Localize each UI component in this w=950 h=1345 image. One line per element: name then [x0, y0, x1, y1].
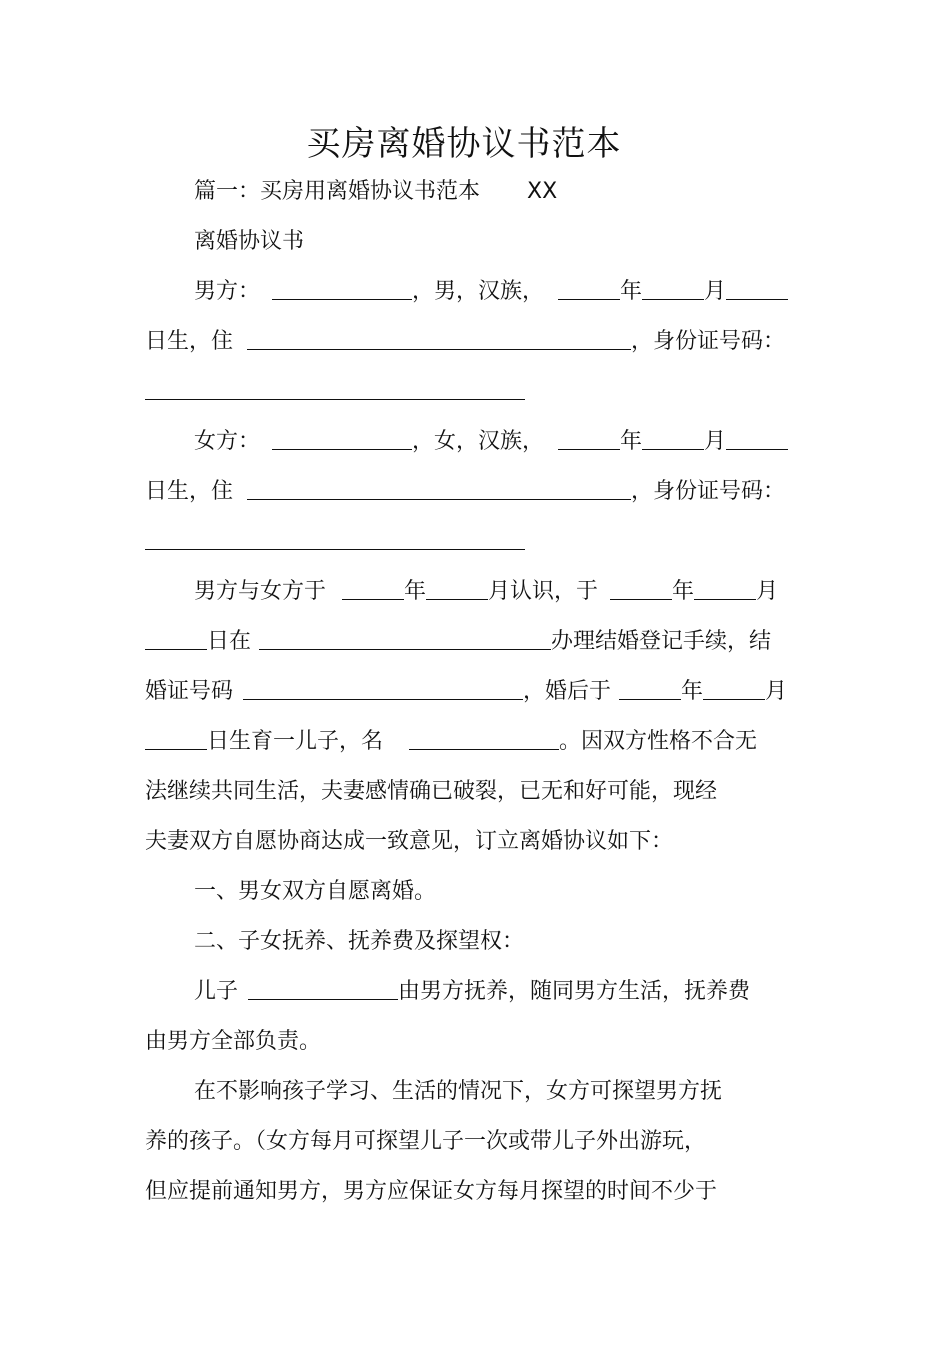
female-sex-ethnicity: ，女，汉族，: [412, 429, 545, 454]
document-title: 买房离婚协议书范本: [306, 124, 622, 164]
male-day-blank: [726, 277, 788, 300]
child-month-blank: [703, 677, 765, 700]
female-day-blank: [726, 427, 788, 450]
male-year-label: 年: [620, 279, 643, 304]
male-line-1: [194, 276, 788, 308]
female-line-2: [145, 476, 785, 508]
meet-month-blank: [426, 577, 488, 600]
male-sex-ethnicity: ，男，汉族，: [412, 279, 545, 304]
register-place-blank: [259, 627, 551, 650]
visit-line-3: 但应提前通知男方，男方应保证女方每月探望的时间不少于: [145, 1179, 718, 1204]
marriage-line-3: [145, 676, 787, 708]
female-id-blank: [145, 527, 525, 550]
custody-text-a: 儿子: [194, 979, 239, 1004]
male-label: 男方：: [194, 279, 261, 304]
female-year-blank: [558, 427, 620, 450]
register-year-blank: [610, 577, 672, 600]
meet-year-blank: [342, 577, 404, 600]
register-month-label: 月: [756, 579, 779, 604]
female-line-1: [194, 426, 788, 458]
son-name-blank: [248, 977, 398, 1000]
female-address-blank: [247, 477, 631, 500]
clause-2: 二、子女抚养、抚养费及探望权：: [194, 929, 525, 954]
male-id-label: ，身份证号码：: [631, 329, 786, 354]
meet-year-label: 年: [404, 579, 427, 604]
custody-line-2: 由男方全部负责。: [145, 1029, 322, 1054]
clause-1: 一、男女双方自愿离婚。: [194, 879, 437, 904]
male-month-label: 月: [704, 279, 727, 304]
male-line-2: [145, 326, 785, 358]
marriage-line-1: [194, 576, 778, 608]
male-year-blank: [558, 277, 620, 300]
child-month-label: 月: [765, 679, 788, 704]
marriage-text-1a: 男方与女方于: [194, 579, 327, 604]
marriage-text-3b: ，婚后于: [523, 679, 612, 704]
male-born-live: 日生，住: [145, 329, 234, 354]
marriage-line-5: 法继续共同生活，夫妻感情确已破裂，已无和好可能，现经: [145, 779, 718, 804]
female-line-3: [145, 526, 525, 558]
marriage-text-1b: 月认识，于: [488, 579, 599, 604]
female-id-label: ，身份证号码：: [631, 479, 786, 504]
female-label: 女方：: [194, 429, 261, 454]
visit-line-1: 在不影响孩子学习、生活的情况下，女方可探望男方抚: [194, 1079, 723, 1104]
custody-line-1: [194, 976, 750, 1008]
male-id-blank: [145, 377, 525, 400]
register-year-label: 年: [672, 579, 695, 604]
marriage-text-4b: 。因双方性格不合无: [559, 729, 758, 754]
child-year-blank: [619, 677, 681, 700]
certificate-number-blank: [243, 677, 523, 700]
subtitle-line: [194, 176, 557, 208]
child-day-blank: [145, 727, 207, 750]
female-born-live: 日生，住: [145, 479, 234, 504]
marriage-text-2b: 办理结婚登记手续，结: [551, 629, 772, 654]
female-year-label: 年: [620, 429, 643, 454]
child-year-label: 年: [681, 679, 704, 704]
male-name-blank: [272, 277, 412, 300]
female-name-blank: [272, 427, 412, 450]
register-day-blank: [145, 627, 207, 650]
subtitle: 篇一：买房用离婚协议书范本: [194, 179, 481, 204]
marriage-line-4: [145, 726, 757, 758]
agreement-heading: 离婚协议书: [194, 229, 305, 254]
custody-text-b: 由男方抚养，随同男方生活，抚养费: [398, 979, 751, 1004]
year-mark: XX: [527, 179, 558, 204]
marriage-text-2a: 日在: [207, 629, 252, 654]
male-address-blank: [247, 327, 631, 350]
marriage-line-2: [145, 626, 771, 658]
female-month-blank: [642, 427, 704, 450]
register-month-blank: [694, 577, 756, 600]
marriage-text-3a: 婚证号码: [145, 679, 234, 704]
child-name-blank: [409, 727, 559, 750]
marriage-line-6: 夫妻双方自愿协商达成一致意见，订立离婚协议如下：: [145, 829, 674, 854]
visit-line-2: 养的孩子。（女方每月可探望儿子一次或带儿子外出游玩，: [145, 1129, 707, 1154]
male-line-3: [145, 376, 525, 408]
marriage-text-4a: 日生育一儿子，名: [207, 729, 384, 754]
female-month-label: 月: [704, 429, 727, 454]
male-month-blank: [642, 277, 704, 300]
